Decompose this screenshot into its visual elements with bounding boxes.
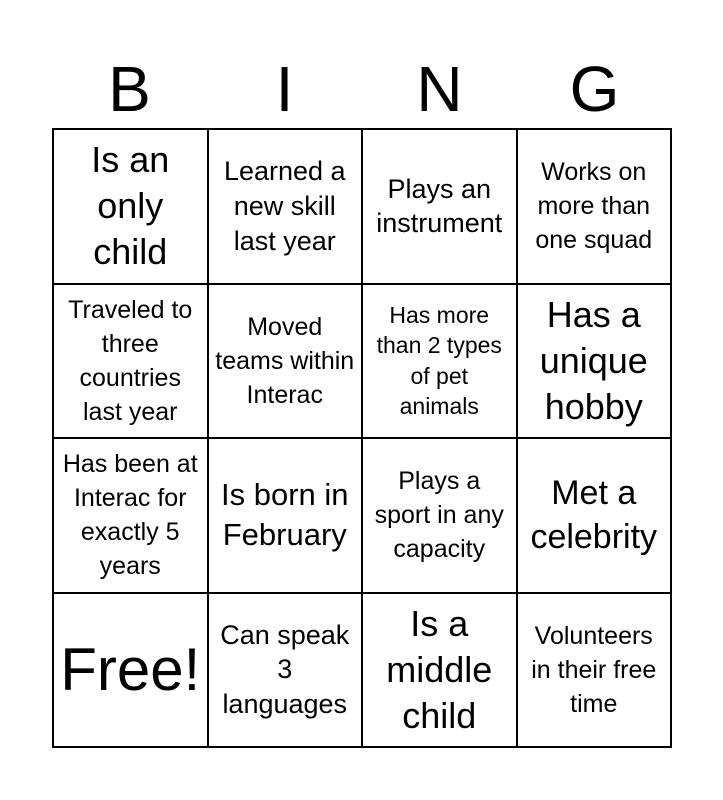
cell-text: Traveled to three countries last year bbox=[68, 295, 193, 426]
cell-text: Free! bbox=[60, 635, 201, 703]
cell-text: Has been at Interac for exactly 5 years bbox=[62, 450, 198, 581]
cell-text: Works on more than one squad bbox=[535, 158, 653, 255]
cell-text: Is a middle child bbox=[386, 602, 493, 736]
cell-text: Is an only child bbox=[91, 139, 170, 273]
bingo-cell[interactable] bbox=[518, 285, 673, 440]
cell-text: Plays a sport in any capacity bbox=[374, 467, 504, 564]
bingo-cell[interactable] bbox=[54, 130, 209, 285]
bingo-cell[interactable] bbox=[209, 130, 364, 285]
bingo-cell[interactable] bbox=[209, 594, 364, 749]
bingo-cell[interactable] bbox=[363, 594, 518, 749]
cell-text: Can speak 3 languages bbox=[220, 619, 350, 720]
bingo-header bbox=[52, 50, 672, 128]
bingo-grid bbox=[52, 128, 672, 748]
bingo-cell[interactable] bbox=[518, 594, 673, 749]
cell-text: Volunteers in their free time bbox=[531, 621, 657, 718]
cell-text: Moved teams within Interac bbox=[215, 312, 355, 409]
free-cell[interactable] bbox=[54, 594, 209, 749]
bingo-cell[interactable] bbox=[363, 439, 518, 594]
cell-text: Met a celebrity bbox=[530, 474, 658, 557]
bingo-cell[interactable] bbox=[363, 130, 518, 285]
cell-text: Is born in February bbox=[220, 476, 349, 553]
bingo-cell[interactable] bbox=[518, 130, 673, 285]
cell-text: Plays an instrument bbox=[376, 173, 503, 239]
header-letter-g: G bbox=[569, 53, 620, 125]
bingo-cell[interactable] bbox=[518, 439, 673, 594]
bingo-cell[interactable] bbox=[54, 439, 209, 594]
bingo-cell[interactable] bbox=[209, 439, 364, 594]
header-letter-n: N bbox=[416, 53, 463, 125]
header-letter-b: B bbox=[108, 53, 151, 125]
bingo-cell[interactable] bbox=[54, 285, 209, 440]
cell-text: Has more than 2 types of pet animals bbox=[376, 301, 502, 420]
cell-text: Learned a new skill last year bbox=[223, 156, 346, 256]
bingo-cell[interactable] bbox=[363, 285, 518, 440]
header-letter-i: I bbox=[275, 53, 294, 125]
bingo-cell[interactable] bbox=[209, 285, 364, 440]
cell-text: Has a unique hobby bbox=[539, 293, 648, 427]
